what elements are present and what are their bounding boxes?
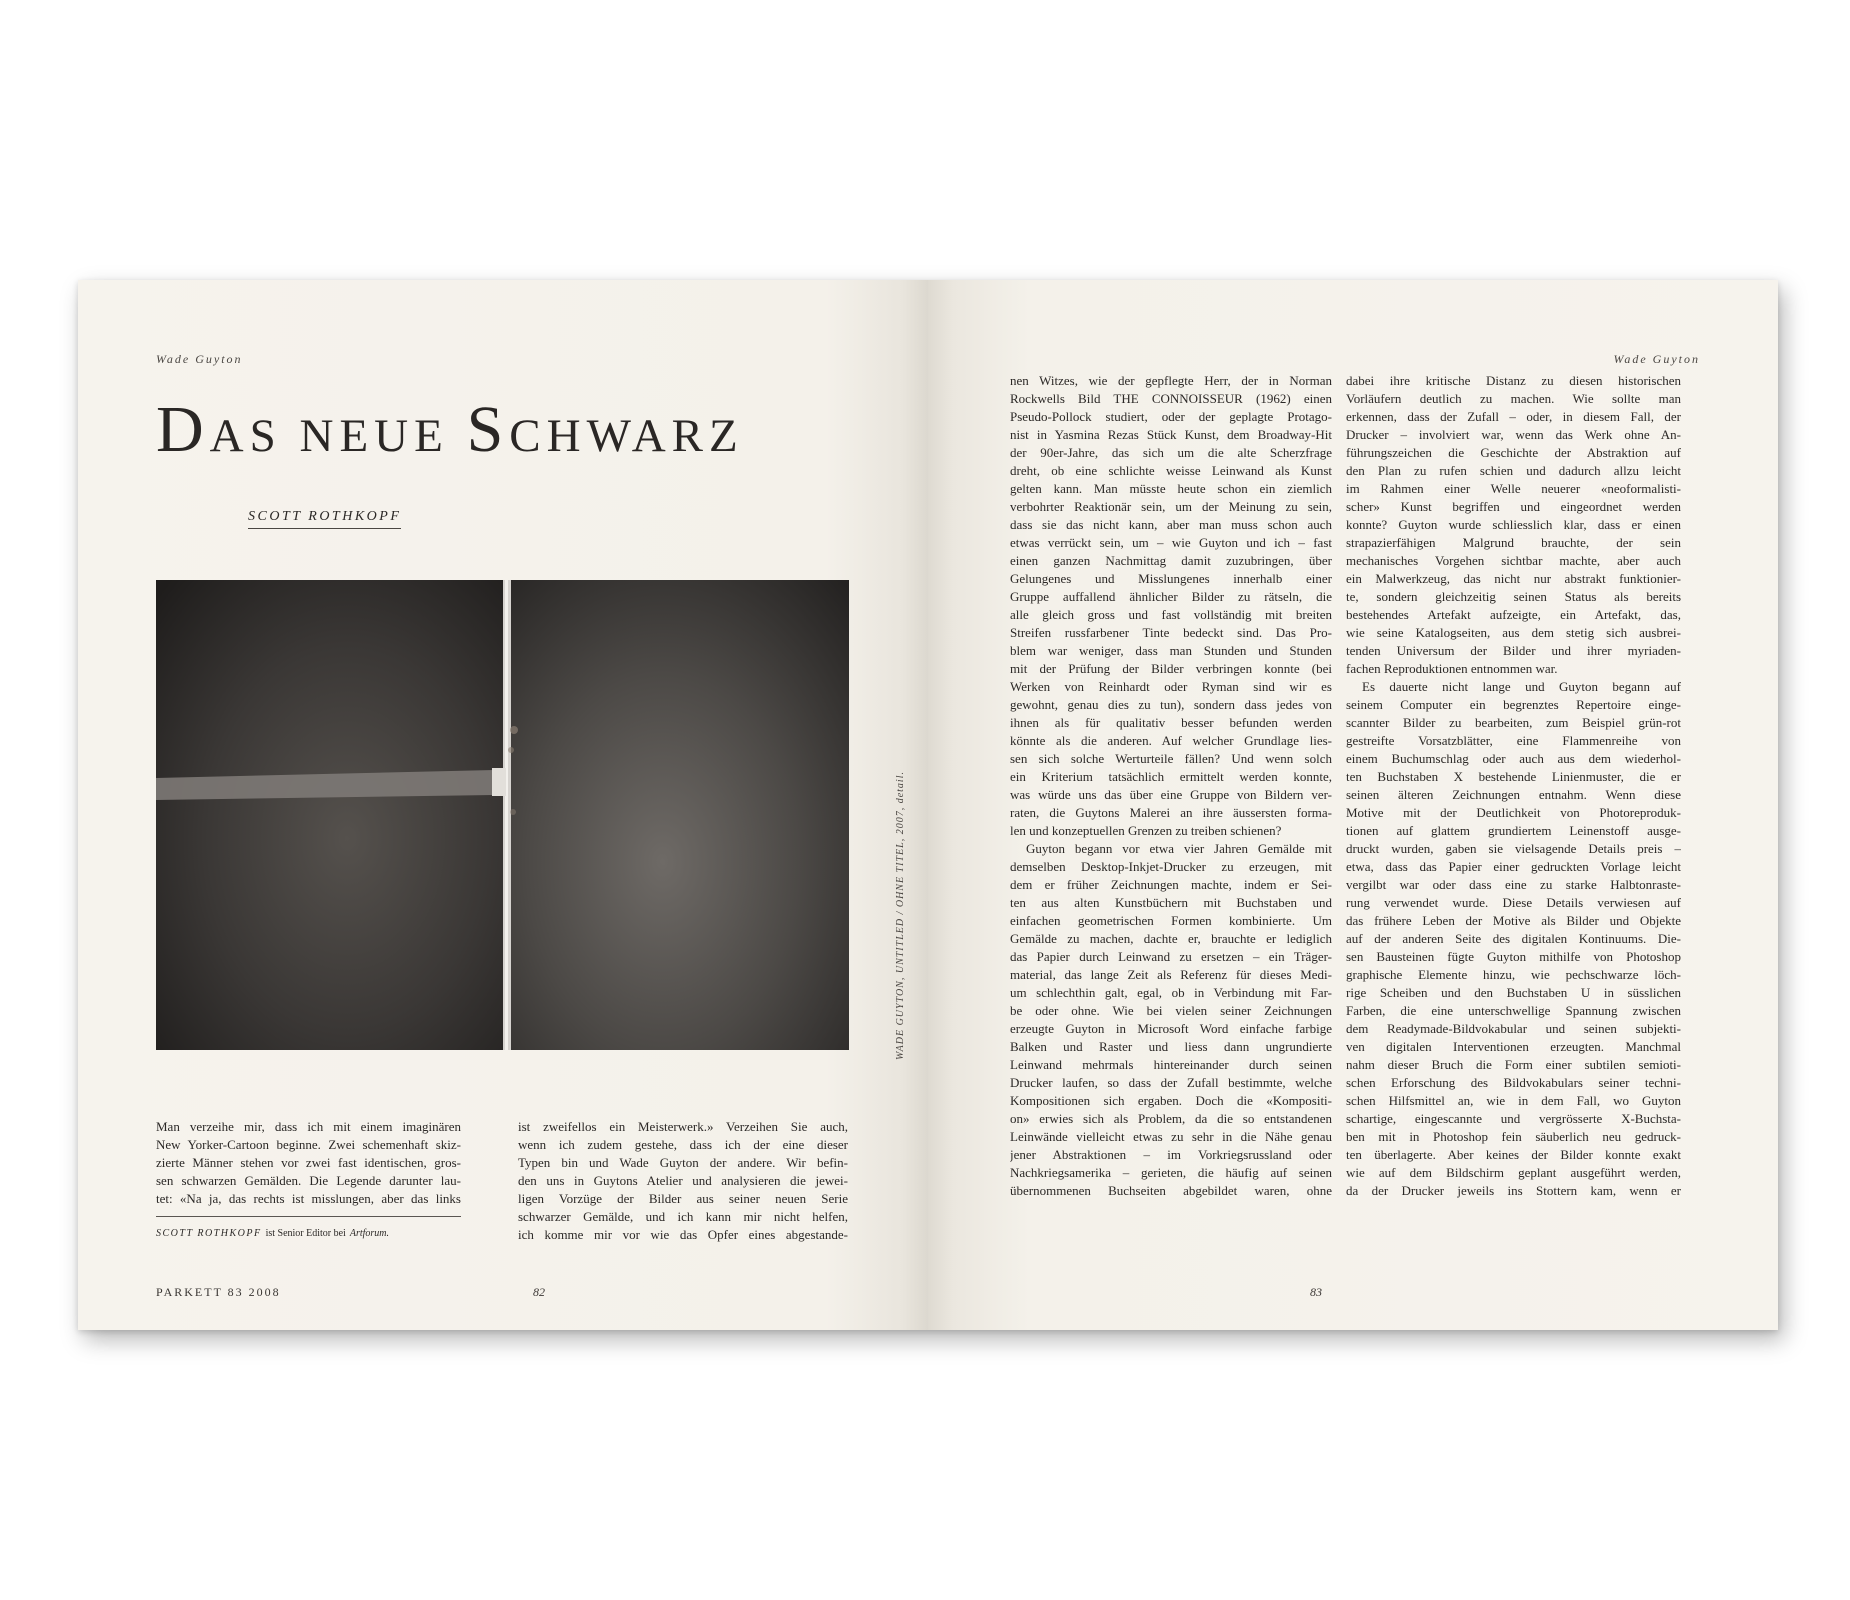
- text-line: strapazierfähigen Malgrund brauchte, der sein: [1346, 535, 1681, 550]
- text-line: graphische Elemente hinzu, wie pechschwarze löch-: [1346, 967, 1681, 982]
- text-line: nist in Yasmina Rezas Stück Kunst, dem Broadway-Hit: [1010, 427, 1332, 442]
- text-line: da der Drucker jeweils ins Stottern kam, wenn er: [1346, 1183, 1681, 1198]
- text-line: der 90er-Jahre, das sich um die alte Scherzfrage: [1010, 445, 1332, 460]
- text-line: übernommenen Buchseiten abgebildet waren, ohne: [1010, 1183, 1332, 1198]
- text-line: Nachkriegsamerika – gerieten, die häufig auf seinen: [1010, 1165, 1332, 1180]
- text-line: das frühere Leben der Motive als Bilder und Objekte: [1346, 913, 1681, 928]
- page-number-83: 83: [1310, 1285, 1322, 1299]
- text-line: mechanisches Vorgehen sichtbar machte, aber auch: [1346, 553, 1681, 568]
- text-line: konnte? Guyton wurde schliesslich klar, dass er einen: [1346, 517, 1681, 532]
- text-line: Pseudo-Pollock studiert, oder der geplagte Protago-: [1010, 409, 1332, 424]
- text-line: erkennen, dass der Zufall – oder, in diesem Fall, der: [1346, 409, 1681, 424]
- text-line: wie auf dem Bildschirm geplant ausgeführt werden,: [1346, 1165, 1681, 1180]
- text-line: einen ganzen Nachmittag damit zuzubringen, über: [1010, 553, 1332, 568]
- text-line: nahm dieser Bruch die Form einer subtilen semioti-: [1346, 1057, 1681, 1072]
- text-line: mit der Prüfung der Bilder verbringen konnte (bei: [1010, 661, 1332, 676]
- text-line: ten aus alten Kunstbüchern mit Buchstaben und: [1010, 895, 1332, 910]
- text-line: sen schwarzen Gemälden. Die Legende darunter lau-: [156, 1173, 461, 1188]
- author-byline: SCOTT ROTHKOPF: [248, 509, 401, 529]
- text-line: einem Buchumschlag oder auch aus dem wiederhol-: [1346, 751, 1681, 766]
- text-line: dem Readymade-Bildvokabular und seinen subjekti-: [1346, 1021, 1681, 1036]
- text-line: nen Witzes, wie der gepflegte Herr, der in Norman: [1010, 373, 1332, 388]
- text-line: tet: «Na ja, das rechts ist misslungen, aber das links: [156, 1191, 461, 1206]
- text-line: schen Hilfsmittel an, wie in dem Fall, wo Guyton: [1346, 1093, 1681, 1108]
- folio-left: PARKETT 83 2008: [156, 1285, 281, 1299]
- text-line: Gruppe auffallend ähnlicher Bilder zu rätseln, die: [1010, 589, 1332, 604]
- text-line: vergilbt war oder dass eine zu starke Halbtonraste-: [1346, 877, 1681, 892]
- text-line: ligen Vorzüge der Bilder aus seiner neuen Serie: [518, 1191, 848, 1206]
- text-line: tionen auf glattem grundiertem Leinenstoff ausge-: [1346, 823, 1681, 838]
- text-line: schen Erforschung des Bildvokabulars seiner techni-: [1346, 1075, 1681, 1090]
- text-line: New Yorker-Cartoon beginne. Zwei schemenhaft skiz-: [156, 1137, 461, 1152]
- text-line: auf der anderen Seite des digitalen Kontinuums. Die-: [1346, 931, 1681, 946]
- text-line: ben mit in Photoshop fein säuberlich neu gedruck-: [1346, 1129, 1681, 1144]
- footnote-author: SCOTT ROTHKOPF: [156, 1228, 262, 1239]
- text-line: wenn ich zudem gestehe, dass ich der eine dieser: [518, 1137, 848, 1152]
- text-line: dass sie das nicht kann, aber man muss schon auch: [1010, 517, 1332, 532]
- text-line: rige Scheiben und den Buchstaben U in süsslichen: [1346, 985, 1681, 1000]
- text-line: verbohrter Reaktionär sein, um der Meinung zu sein,: [1010, 499, 1332, 514]
- text-line: scher» Kunst begriffen und eingeordnet werden: [1346, 499, 1681, 514]
- text-line: Man verzeihe mir, dass ich mit einem imaginären: [156, 1119, 461, 1134]
- text-line: seinen älteren Zeichnungen entnahm. Wenn diese: [1346, 787, 1681, 802]
- text-line: Gemälde zu machen, dachte er, brauchte er lediglich: [1010, 931, 1332, 946]
- text-line: druckt wurden, gaben sie vielsagende Details preis –: [1346, 841, 1681, 856]
- text-line: den uns in Guytons Atelier und analysieren die jewei-: [518, 1173, 848, 1188]
- text-line: alle gleich gross und fast vollständig mit breiten: [1010, 607, 1332, 622]
- text-line: scannter Bilder zu bearbeiten, zum Beispiel grün-rot: [1346, 715, 1681, 730]
- text-line: len und konzeptuellen Grenzen zu treiben schienen?: [1010, 823, 1282, 838]
- running-head-right: Wade Guyton: [1613, 352, 1700, 366]
- text-line: ven digitalen Interventionen erzeugten. Manchmal: [1346, 1039, 1681, 1054]
- text-line: ten überlagerte. Aber keines der Bilder konnte exakt: [1346, 1147, 1681, 1162]
- artwork-caption: WADE GUYTON, UNTITLED / OHNE TITEL, 2007, detail.: [895, 771, 906, 1060]
- text-line: Rockwells Bild THE CONNOISSEUR (1962) einen: [1010, 391, 1332, 406]
- text-line: Drucker – involviert war, wenn das Werk ohne An-: [1346, 427, 1681, 442]
- text-line: erzeugte Guyton in Microsoft Word einfache farbige: [1010, 1021, 1332, 1036]
- text-line: Leinwände vielleicht etwas zu sehr in die Nähe genau: [1010, 1129, 1332, 1144]
- text-line: ich komme mir vor wie das Opfer eines abgestande-: [518, 1227, 848, 1242]
- text-line: Streifen russfarbener Tinte bedeckt sind. Das Pro-: [1010, 625, 1332, 640]
- text-column-left-1: [156, 1118, 461, 1208]
- text-line: um schlechthin galt, egal, ob in Verbindung mit Far-: [1010, 985, 1332, 1000]
- text-line: Kompositionen sich ergaben. Doch die «Kompositi-: [1010, 1093, 1332, 1108]
- left-page: [78, 280, 928, 1330]
- text-line: blem war weniger, dass man Stunden und Stunden: [1010, 643, 1332, 658]
- text-line: Motive mit der Deutlichkeit von Photoreproduk-: [1346, 805, 1681, 820]
- text-line: im Rahmen einer Welle neuerer «neoformalisti-: [1346, 481, 1681, 496]
- text-line: einfachen geometrischen Formen kombinierte. Um: [1010, 913, 1332, 928]
- text-line: sen Bausteinen fügte Guyton mithilfe von Photoshop: [1346, 949, 1681, 964]
- text-line: den Plan zu rufen schien und dadurch allzu leicht: [1346, 463, 1681, 478]
- text-line: gelten kann. Man müsste heute schon ein ziemlich: [1010, 481, 1332, 496]
- right-page: [928, 280, 1778, 1330]
- magazine-spread: [78, 280, 1778, 1330]
- text-line: seinem Computer ein begrenztes Repertoire einge-: [1346, 697, 1681, 712]
- text-column-right-1: [1010, 372, 1332, 1200]
- text-line: fachen Reproduktionen entnommen war.: [1346, 661, 1558, 676]
- text-line: rung verwendet wurde. Diese Details verwiesen auf: [1346, 895, 1681, 910]
- black-painting-detail: [156, 580, 849, 1050]
- text-line: ist zweifellos ein Meisterwerk.» Verzeihen Sie auch,: [518, 1119, 848, 1134]
- text-line: Gelungenes und Misslungenes innerhalb einer: [1010, 571, 1332, 586]
- footnote-text: ist Senior Editor bei: [265, 1228, 346, 1239]
- footnote-rule: [156, 1216, 461, 1217]
- text-line: wie seine Katalogseiten, aus dem stetig sich ausbrei-: [1346, 625, 1681, 640]
- text-line: ten Buchstaben X bestehende Linienmuster, die er: [1346, 769, 1681, 784]
- text-line: Farben, die eine unterschwellige Spannung zwischen: [1346, 1003, 1681, 1018]
- text-line: was würde uns das über eine Gruppe von Bildern ver-: [1010, 787, 1332, 802]
- text-line: ein Malwerkzeug, das nicht nur abstrakt funktionier-: [1346, 571, 1681, 586]
- text-line: könnte als die anderen. Auf welcher Grundlage lies-: [1010, 733, 1332, 748]
- text-line: dreht, ob eine schlichte weisse Leinwand als Kunst: [1010, 463, 1332, 478]
- text-line: zierte Männer stehen vor zwei fast identischen, gros-: [156, 1155, 461, 1170]
- page-number-82: 82: [533, 1285, 545, 1299]
- text-line: ihnen als für qualitativ besser befunden werden: [1010, 715, 1332, 730]
- text-line: Leinwand mehrmals hintereinander durch seinen: [1010, 1057, 1332, 1072]
- text-line: material, das lange Zeit als Referenz für dieses Medi-: [1010, 967, 1332, 982]
- author-footnote: [156, 1228, 389, 1239]
- text-line: sen sich solche Werturteile fällen? Und wenn solch: [1010, 751, 1332, 766]
- text-line: das Papier durch Leinwand zu ersetzen – ein Träger-: [1010, 949, 1332, 964]
- running-head-left: Wade Guyton: [156, 352, 243, 366]
- text-line: jener Abstraktionen – im Vorkriegsrussland oder: [1010, 1147, 1332, 1162]
- text-line: etwa, dass das Papier einer gedruckten Vorlage leicht: [1346, 859, 1681, 874]
- text-line: etwas verrückt sein, um – wie Guyton und ich – fast: [1010, 535, 1332, 550]
- text-line: tenden Universum der Bilder und ihrer myriaden-: [1346, 643, 1681, 658]
- text-line: te, sondern gleichzeitig seinen Status als bereits: [1346, 589, 1681, 604]
- text-line: demselben Desktop-Inkjet-Drucker zu erzeugen, mit: [1010, 859, 1332, 874]
- footnote-magazine: Artforum.: [349, 1228, 390, 1239]
- text-line: bestehendes Artefakt aufzeigte, ein Artefakt, das,: [1346, 607, 1681, 622]
- text-line: Werken von Reinhardt oder Ryman sind wir es: [1010, 679, 1332, 694]
- text-line: dem er früher Zeichnungen machte, indem er Sei-: [1010, 877, 1332, 892]
- text-line: dabei ihre kritische Distanz zu diesen historischen: [1346, 373, 1681, 388]
- text-line: Es dauerte nicht lange und Guyton begann auf: [1362, 679, 1681, 694]
- text-line: Balken und Raster und liess dann ungrundierte: [1010, 1039, 1332, 1054]
- text-line: Drucker laufen, so dass der Zufall bestimmte, welche: [1010, 1075, 1332, 1090]
- text-line: schwarzer Gemälde, und ich kann mir nicht helfen,: [518, 1209, 848, 1224]
- text-column-left-2: [518, 1118, 848, 1244]
- text-line: gestreifte Vorsatzblätter, eine Flammenreihe von: [1346, 733, 1681, 748]
- text-line: be oder ohne. Wie bei vielen seiner Zeichnungen: [1010, 1003, 1332, 1018]
- text-line: gewohnt, genau dies zu tun), sondern dass jedes von: [1010, 697, 1332, 712]
- text-line: on» erwies sich als Problem, da die so entstandenen: [1010, 1111, 1332, 1126]
- text-line: ein Kriterium tatsächlich ermittelt werden konnte,: [1010, 769, 1332, 784]
- text-line: Typen bin und Wade Guyton der andere. Wir befin-: [518, 1155, 848, 1170]
- artwork-image: [156, 580, 849, 1050]
- text-line: raten, die Guytons Malerei an ihre äussersten forma-: [1010, 805, 1332, 820]
- text-line: führungszeichen die Geschichte der Abstraktion auf: [1346, 445, 1681, 460]
- text-line: Guyton begann vor etwa vier Jahren Gemälde mit: [1026, 841, 1332, 856]
- text-column-right-2: [1346, 372, 1681, 1200]
- text-line: Vorläufern deutlich zu machen. Wie sollte man: [1346, 391, 1681, 406]
- text-line: schartige, eingescannte und vergrösserte X-Buchsta-: [1346, 1111, 1681, 1126]
- article-title: DAS NEUE SCHWARZ: [156, 393, 744, 466]
